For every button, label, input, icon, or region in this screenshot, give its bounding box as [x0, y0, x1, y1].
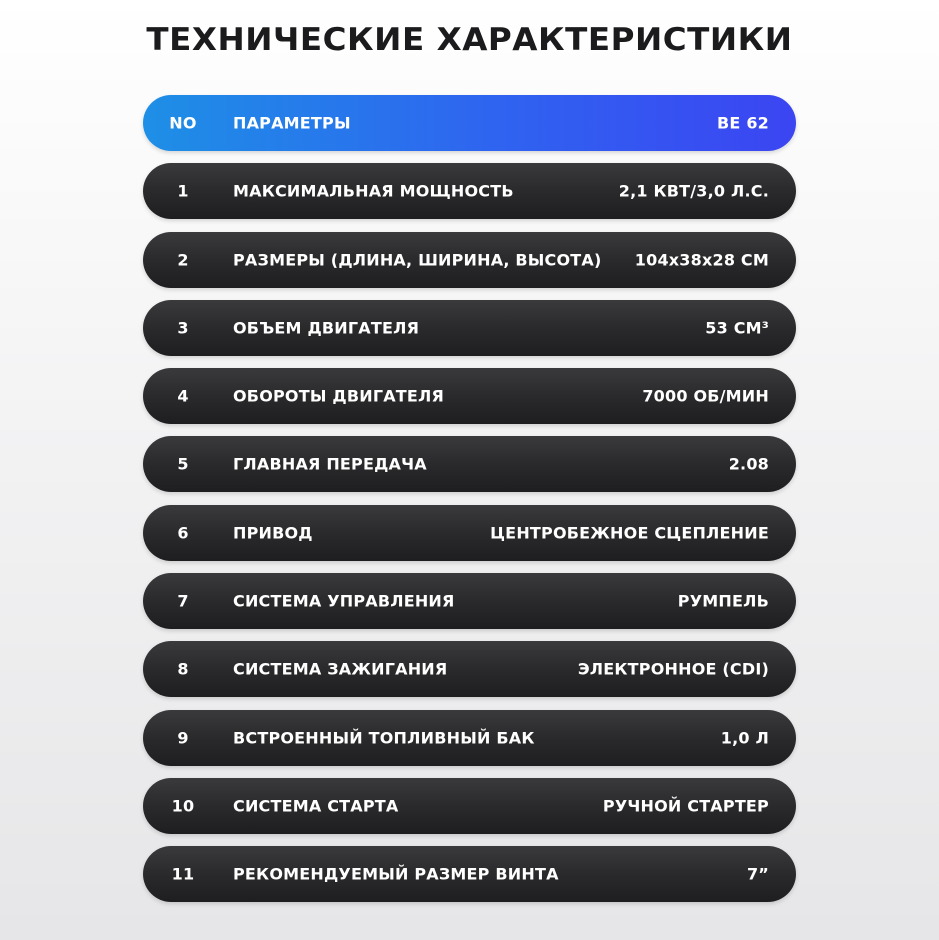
table-row: [143, 573, 796, 629]
row-parameter: СИСТЕМА УПРАВЛЕНИЯ: [233, 591, 455, 611]
row-value: 7”: [746, 864, 769, 884]
row-number: 3: [177, 318, 189, 338]
row-value: ЭЛЕКТРОННОЕ (CDI): [577, 659, 769, 679]
header-number: NO: [169, 113, 197, 133]
row-parameter: РАЗМЕРЫ (ДЛИНА, ШИРИНА, ВЫСОТА): [233, 250, 602, 270]
row-number: 8: [177, 659, 189, 679]
row-number: 2: [177, 250, 189, 270]
row-parameter: РЕКОМЕНДУЕМЫЙ РАЗМЕР ВИНТА: [233, 864, 559, 884]
table-row: [143, 232, 796, 288]
header-model: BE 62: [717, 113, 769, 133]
row-parameter: МАКСИМАЛЬНАЯ МОЩНОСТЬ: [233, 181, 514, 201]
row-parameter: СИСТЕМА ЗАЖИГАНИЯ: [233, 659, 448, 679]
row-value: РУЧНОЙ СТАРТЕР: [602, 796, 769, 816]
row-number: 6: [177, 523, 189, 543]
row-number: 1: [177, 181, 189, 201]
spec-table: [143, 95, 796, 915]
row-number: 5: [177, 454, 189, 474]
row-number: 7: [177, 591, 189, 611]
row-value: ЦЕНТРОБЕЖНОЕ СЦЕПЛЕНИЕ: [490, 523, 769, 543]
table-row: [143, 368, 796, 424]
row-number: 10: [171, 796, 195, 816]
table-row: [143, 505, 796, 561]
table-header-row: [143, 95, 796, 151]
row-value: РУМПЕЛЬ: [677, 591, 769, 611]
table-row: [143, 163, 796, 219]
row-value: 104х38х28 СМ: [634, 250, 769, 270]
table-row: [143, 846, 796, 902]
row-parameter: ВСТРОЕННЫЙ ТОПЛИВНЫЙ БАК: [233, 728, 535, 748]
row-number: 11: [171, 864, 195, 884]
row-value: 7000 ОБ/МИН: [642, 386, 769, 406]
row-number: 4: [177, 386, 189, 406]
table-row: [143, 641, 796, 697]
table-row: [143, 778, 796, 834]
header-parameter: ПАРАМЕТРЫ: [233, 113, 351, 133]
table-row: [143, 710, 796, 766]
table-row: [143, 300, 796, 356]
row-value: 2.08: [728, 454, 769, 474]
row-parameter: ГЛАВНАЯ ПЕРЕДАЧА: [233, 454, 427, 474]
row-parameter: ОБОРОТЫ ДВИГАТЕЛЯ: [233, 386, 445, 406]
row-value: 2,1 КВТ/3,0 Л.С.: [618, 181, 769, 201]
row-value: 53 СМ³: [705, 318, 769, 338]
row-parameter: ПРИВОД: [233, 523, 313, 543]
page-title: ТЕХНИЧЕСКИЕ ХАРАКТЕРИСТИКИ: [146, 22, 793, 58]
row-parameter: СИСТЕМА СТАРТА: [233, 796, 399, 816]
row-number: 9: [177, 728, 189, 748]
row-parameter: ОБЪЕМ ДВИГАТЕЛЯ: [233, 318, 420, 338]
row-value: 1,0 Л: [720, 728, 769, 748]
table-row: [143, 436, 796, 492]
